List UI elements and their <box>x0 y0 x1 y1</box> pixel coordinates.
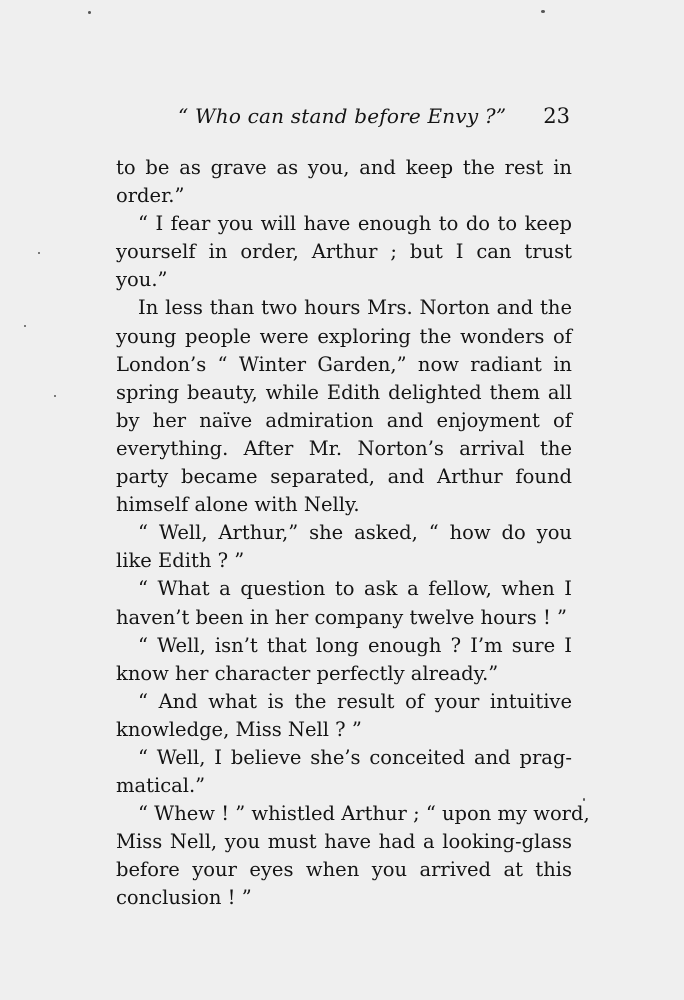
text-line: London’s “ Winter Garden,” now radiant in <box>116 352 572 376</box>
text-line: yourself in order, Arthur ; but I can trust <box>116 240 572 264</box>
text-line: “ Whew ! ” whistled Arthur ; “ upon my word, <box>138 802 590 826</box>
text-line: In less than two hours Mrs. Norton and the <box>138 296 572 320</box>
page-speck <box>38 252 40 254</box>
text-line: you.” <box>116 268 168 292</box>
page-speck <box>541 10 545 13</box>
page-speck <box>88 11 91 14</box>
text-line: Miss Nell, you must have had a looking-glass <box>116 830 572 854</box>
page-header <box>178 104 570 134</box>
text-line: by her naïve admiration and enjoyment of <box>116 408 572 432</box>
running-title: “ Who can stand before Envy ?” <box>178 104 507 128</box>
text-line: “ Well, isn’t that long enough ? I’m sure I <box>138 633 572 657</box>
text-line: “ And what is the result of your intuitive <box>138 689 572 713</box>
text-line: know her character perfectly already.” <box>116 661 499 685</box>
text-line: “ Well, I believe she’s conceited and prag- <box>138 745 572 769</box>
text-line: order.” <box>116 184 185 208</box>
text-line: everything. After Mr. Norton’s arrival the <box>116 436 572 460</box>
page-speck <box>24 325 26 327</box>
text-line: young people were exploring the wonders of <box>116 324 572 348</box>
text-line: party became separated, and Arthur found <box>116 465 572 489</box>
text-line: to be as grave as you, and keep the rest in <box>116 156 572 179</box>
page-number: 23 <box>543 104 570 128</box>
text-line: spring beauty, while Edith delighted them all <box>116 380 572 404</box>
text-line: like Edith ? ” <box>116 549 245 573</box>
text-line: matical.” <box>116 774 206 798</box>
text-line: himself alone with Nelly. <box>116 493 360 517</box>
text-line: haven’t been in her company twelve hours ! ” <box>116 605 567 629</box>
text-line: “ I fear you will have enough to do to keep <box>138 212 572 236</box>
page-speck <box>54 395 56 397</box>
text-line: “ What a question to ask a fellow, when I <box>138 577 572 601</box>
text-line: knowledge, Miss Nell ? ” <box>116 717 362 741</box>
text-line: before your eyes when you arrived at this <box>116 858 572 882</box>
text-line: “ Well, Arthur,” she asked, “ how do you <box>138 521 572 545</box>
text-line: conclusion ! ” <box>116 886 252 910</box>
body-text <box>116 154 590 913</box>
